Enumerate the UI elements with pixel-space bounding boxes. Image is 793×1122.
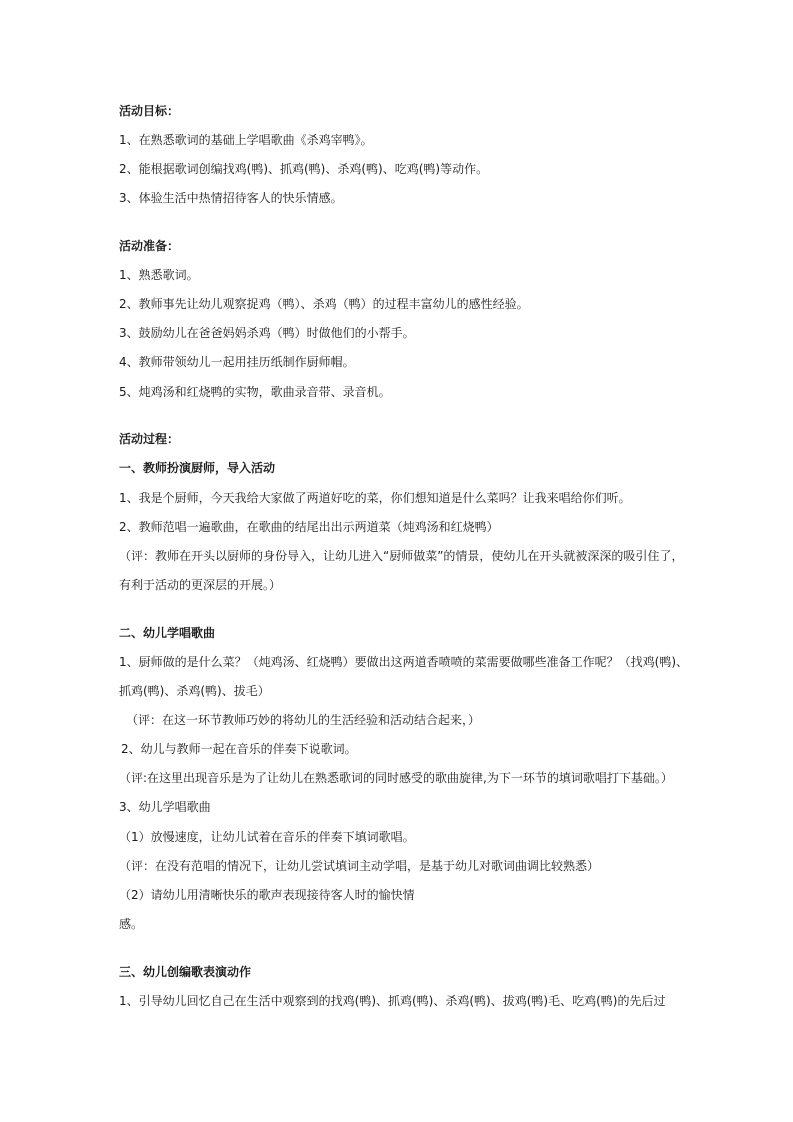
goal-item-3: 3、体验生活中热情招待客人的快乐情感。 bbox=[119, 191, 343, 205]
goals-heading: 活动目标： bbox=[119, 104, 180, 118]
prep-item-3: 3、鼓励幼儿在爸爸妈妈杀鸡（鸭）时做他们的小帮手。 bbox=[119, 326, 415, 340]
part2-line-1-cont: 抓鸡(鸭)、杀鸡(鸭)、拔毛） bbox=[119, 684, 270, 698]
part1-comment: （评：教师在开头以厨师的身份导入，让幼儿进入“厨师做菜”的情景，使幼儿在开头就被深深的吸引住了， bbox=[119, 549, 684, 563]
process-heading: 活动过程： bbox=[119, 432, 180, 446]
part2-step-2-cont: 感。 bbox=[119, 917, 144, 931]
prep-heading: 活动准备： bbox=[119, 239, 180, 253]
prep-item-5: 5、炖鸡汤和红烧鸭的实物，歌曲录音带、录音机。 bbox=[119, 385, 391, 399]
part2-title: 二、幼儿学唱歌曲 bbox=[119, 626, 216, 640]
prep-item-4: 4、教师带领幼儿一起用挂历纸制作厨师帽。 bbox=[119, 355, 355, 369]
part1-line-2: 2、教师范唱一遍歌曲，在歌曲的结尾出出示两道菜（炖鸡汤和红烧鸭） bbox=[119, 520, 499, 534]
part2-comment-2: （评:在这里出现音乐是为了让幼儿在熟悉歌词的同时感受的歌曲旋律,为下一环节的填词歌唱打下基础。） bbox=[119, 771, 673, 785]
part2-step-2: （2）请幼儿用清晰快乐的歌声表现接待客人时的愉快情 bbox=[119, 888, 415, 902]
part2-comment-1: （评：在这一环节教师巧妙的将幼儿的生活经验和活动结合起来，） bbox=[126, 713, 481, 727]
prep-item-1: 1、熟悉歌词。 bbox=[119, 268, 199, 282]
prep-item-2: 2、教师事先让幼儿观察捉鸡（鸭）、杀鸡（鸭）的过程丰富幼儿的感性经验。 bbox=[119, 297, 529, 311]
part2-line-1: 1、厨师做的是什么菜？（炖鸡汤、红烧鸭）要做出这两道香喷喷的菜需要做哪些准备工作呢？（找鸡(鸭)、 bbox=[119, 655, 689, 669]
part1-title: 一、教师扮演厨师，导入活动 bbox=[119, 461, 276, 475]
goal-item-2: 2、能根据歌词创编找鸡(鸭)、抓鸡(鸭)、杀鸡(鸭)、吃鸡(鸭)等动作。 bbox=[119, 162, 489, 176]
part2-line-3: 3、幼儿学唱歌曲 bbox=[119, 800, 211, 814]
part2-comment-3: （评：在没有范唱的情况下，让幼儿尝试填词主动学唱，是基于幼儿对歌词曲调比较熟悉） bbox=[119, 859, 600, 873]
part2-line-2: 2、幼儿与教师一起在音乐的伴奏下说歌词。 bbox=[121, 742, 357, 756]
part1-line-1: 1、我是个厨师，今天我给大家做了两道好吃的菜，你们想知道是什么菜吗？让我来唱给你们听。 bbox=[119, 491, 631, 505]
part1-comment-cont: 有利于活动的更深层的开展。） bbox=[119, 578, 282, 592]
part2-step-1: （1）放慢速度，让幼儿试着在音乐的伴奏下填词歌唱。 bbox=[119, 830, 415, 844]
part3-title: 三、幼儿创编歌表演动作 bbox=[119, 965, 252, 979]
part3-line-1: 1、引导幼儿回忆自己在生活中观察到的找鸡(鸭)、抓鸡(鸭)、杀鸡(鸭)、拔鸡(鸭)毛、吃鸡(鸭)的先后过 bbox=[119, 994, 666, 1008]
goal-item-1: 1、在熟悉歌词的基础上学唱歌曲《杀鸡宰鸭》。 bbox=[119, 133, 373, 147]
